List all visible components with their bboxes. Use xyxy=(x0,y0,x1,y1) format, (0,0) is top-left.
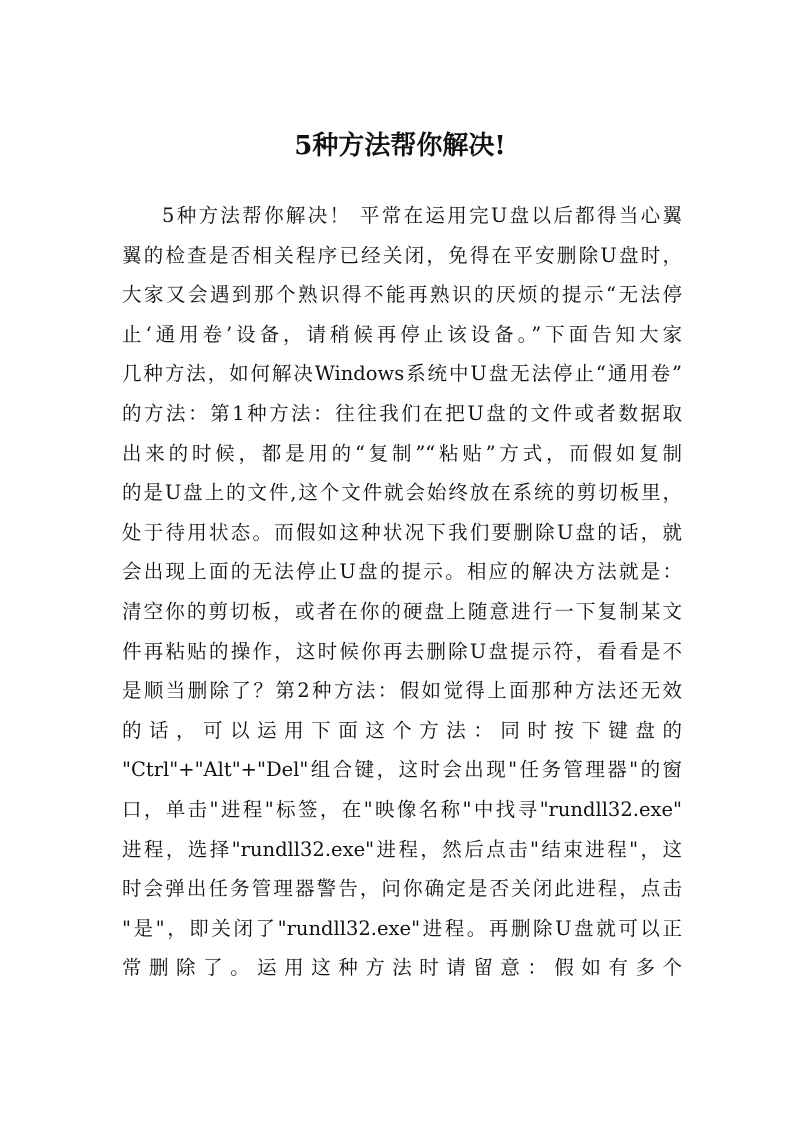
paragraph-line: "Ctrl"+"Alt"+"Del"组合键，这时会出现"任务管理器"的窗 xyxy=(122,758,682,782)
paragraph-line: 大家又会遇到那个熟识得不能再熟识的厌烦的提示“无法停 xyxy=(122,283,682,307)
paragraph-line: 常删除了。运用这种方法时请留意：假如有多个 xyxy=(122,956,682,980)
paragraph-line: 清空你的剪切板，或者在你的硬盘上随意进行一下复制某文 xyxy=(122,599,682,623)
paragraph-line: 口，单击"进程"标签，在"映像名称"中找寻"rundll32.exe" xyxy=(122,797,682,821)
paragraph-line: 的是U盘上的文件,这个文件就会始终放在系统的剪切板里， xyxy=(122,481,682,505)
paragraph-line: 出来的时候，都是用的“复制”“粘贴”方式，而假如复制 xyxy=(122,441,682,465)
paragraph-line: 进程，选择"rundll32.exe"进程，然后点击"结束进程"，这 xyxy=(122,837,682,861)
paragraph-line: 5种方法帮你解决！ 平常在运用完U盘以后都得当心翼 xyxy=(162,204,682,227)
paragraph-line: 几种方法，如何解决Windows系统中U盘无法停止“通用卷” xyxy=(122,362,682,386)
document-body xyxy=(122,196,682,988)
paragraph-line: 翼的检查是否相关程序已经关闭，免得在平安删除U盘时， xyxy=(122,243,682,267)
paragraph-line: 的方法：第1种方法：往往我们在把U盘的文件或者数据取 xyxy=(122,401,682,425)
paragraph-line: 止‘通用卷’设备，请稍候再停止该设备。”下面告知大家 xyxy=(122,322,682,346)
paragraph-line: 是顺当删除了？第2种方法：假如觉得上面那种方法还无效 xyxy=(122,679,682,703)
paragraph-line: 时会弹出任务管理器警告，问你确定是否关闭此进程，点击 xyxy=(122,877,682,901)
paragraph-line: 的话，可以运用下面这个方法：同时按下键盘的 xyxy=(122,718,682,742)
paragraph-line: 会出现上面的无法停止U盘的提示。相应的解决方法就是： xyxy=(122,560,682,584)
document-title: 5种方法帮你解决! xyxy=(294,131,506,161)
paragraph-line: 处于待用状态。而假如这种状况下我们要删除U盘的话，就 xyxy=(122,520,682,544)
paragraph-line: 件再粘贴的操作，这时候你再去删除U盘提示符，看看是不 xyxy=(122,639,682,663)
paragraph-line: "是"，即关闭了"rundll32.exe"进程。再删除U盘就可以正 xyxy=(122,916,682,940)
